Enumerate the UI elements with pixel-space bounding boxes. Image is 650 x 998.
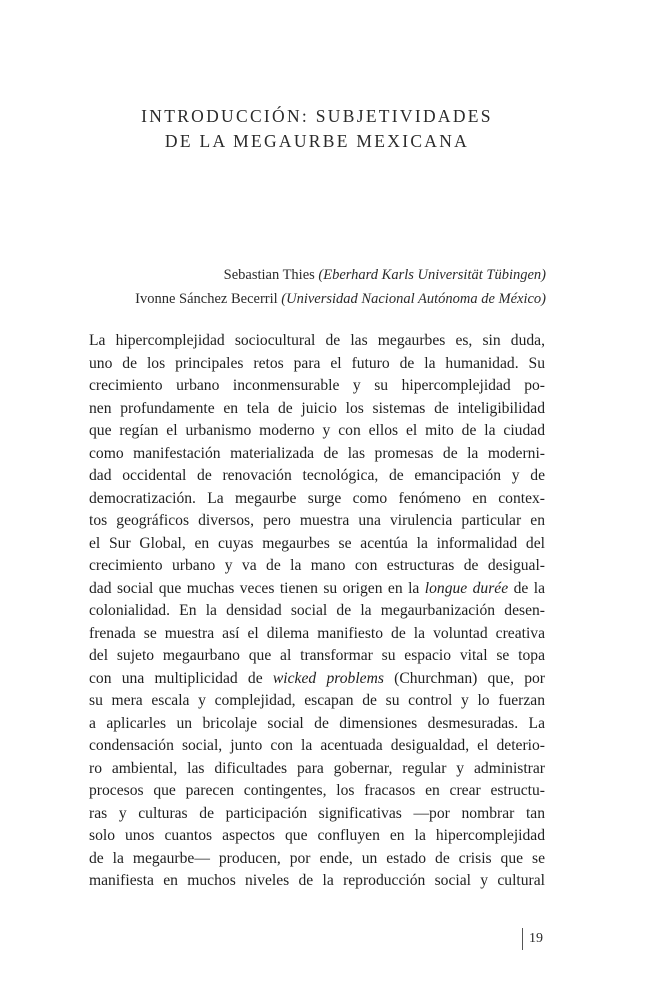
text-run: democratización. La megaurbe surge como fenómeno en contex- [89, 489, 545, 507]
author-affiliation: (Universidad Nacional Autónoma de México) [281, 291, 546, 307]
text-line [89, 330, 545, 353]
text-line [89, 735, 545, 758]
text-line [89, 533, 545, 556]
text-run: a aplicarles un bricolaje social de dimensiones desmesuradas. La [89, 714, 545, 732]
text-line [89, 443, 545, 466]
chapter-title-line-1: INTRODUCCIÓN: SUBJETIVIDADES [141, 106, 493, 126]
text-line [89, 825, 545, 848]
text-run: tos geográficos diversos, pero muestra una virulencia particular en [89, 512, 545, 529]
text-line [89, 375, 545, 398]
text-line [89, 398, 545, 421]
text-line [89, 780, 545, 803]
text-run: manifiesta en muchos niveles de la reproducción social y cultural [89, 872, 545, 889]
chapter-title-line-2: DE LA MEGAURBE MEXICANA [164, 131, 470, 151]
italic-term: longue durée [424, 579, 509, 597]
chapter-title [88, 104, 546, 154]
text-run: crecimiento urbano y va de la mano con estructuras de desigual- [89, 557, 545, 574]
text-run: el Sur Global, en cuyas megaurbes se acentúa la informalidad del [89, 534, 545, 552]
text-run: su mera escala y complejidad, escapan de su control y lo fuerzan [89, 692, 545, 709]
text-line [89, 510, 545, 533]
text-run: ras y culturas de participación significativas —por nombrar tan [89, 804, 545, 822]
text-run: La hipercomplejidad sociocultural de las megaurbes es, sin duda, [89, 332, 545, 349]
text-run: de la [508, 579, 545, 597]
text-line [89, 600, 545, 623]
text-run: de la megaurbe— producen, por ende, un estado de crisis que se [89, 849, 545, 867]
authors-block [135, 263, 546, 311]
text-run: dad social que muchas veces tienen su origen en la [89, 579, 425, 597]
author-name: Sebastian Thies [223, 267, 315, 283]
text-run: ro ambiental, las dificultades para gobernar, regular y administrar [89, 759, 545, 777]
author-line [135, 263, 546, 287]
text-run: nen profundamente en tela de juicio los sistemas de inteligibilidad [89, 399, 545, 417]
text-run: solo unos cuantos aspectos que confluyen en la hipercomplejidad [89, 827, 545, 844]
author-affiliation: (Eberhard Karls Universität Tübingen) [318, 267, 546, 283]
text-run: procesos que parecen contingentes, los fracasos en crear estructu- [89, 782, 545, 799]
text-run: (Churchman) que, por [383, 669, 546, 687]
author-name: Ivonne Sánchez Becerril [135, 291, 278, 307]
text-run: que regían el urbanismo moderno y con ellos el mito de la ciudad [89, 422, 545, 439]
text-run: del sujeto megaurbano que al transformar su espacio vital se topa [89, 647, 545, 664]
text-line [89, 803, 545, 826]
text-run: condensación social, junto con la acentuada desigualdad, el deterio- [89, 737, 545, 754]
text-line [89, 623, 545, 646]
text-line [89, 848, 545, 871]
text-line [89, 758, 545, 781]
text-line [89, 578, 545, 601]
text-line [89, 555, 545, 578]
text-run: como manifestación materializada de las promesas de la moderni- [89, 444, 545, 462]
author-line [135, 287, 546, 311]
text-run: frenada se muestra así el dilema manifiesto de la voluntad creativa [89, 624, 545, 642]
text-line [89, 713, 545, 736]
text-line [89, 465, 545, 488]
body-paragraph [89, 330, 545, 893]
text-line [89, 870, 545, 893]
text-run: crecimiento urbano inconmensurable y su hipercomplejidad po- [89, 377, 545, 394]
text-run: dad occidental de renovación tecnológica, de emancipación y de [89, 467, 545, 484]
text-run: colonialidad. En la densidad social de la megaurbanización desen- [89, 602, 545, 619]
page-number: 19 [522, 928, 543, 950]
text-line [89, 645, 545, 668]
text-line [89, 690, 545, 713]
text-run: con una multiplicidad de [89, 669, 273, 687]
text-line [89, 668, 545, 691]
text-line [89, 488, 545, 511]
text-line [89, 420, 545, 443]
text-run: uno de los principales retos para el futuro de la humanidad. Su [89, 354, 545, 372]
italic-term: wicked problems [272, 669, 384, 687]
text-line [89, 353, 545, 376]
